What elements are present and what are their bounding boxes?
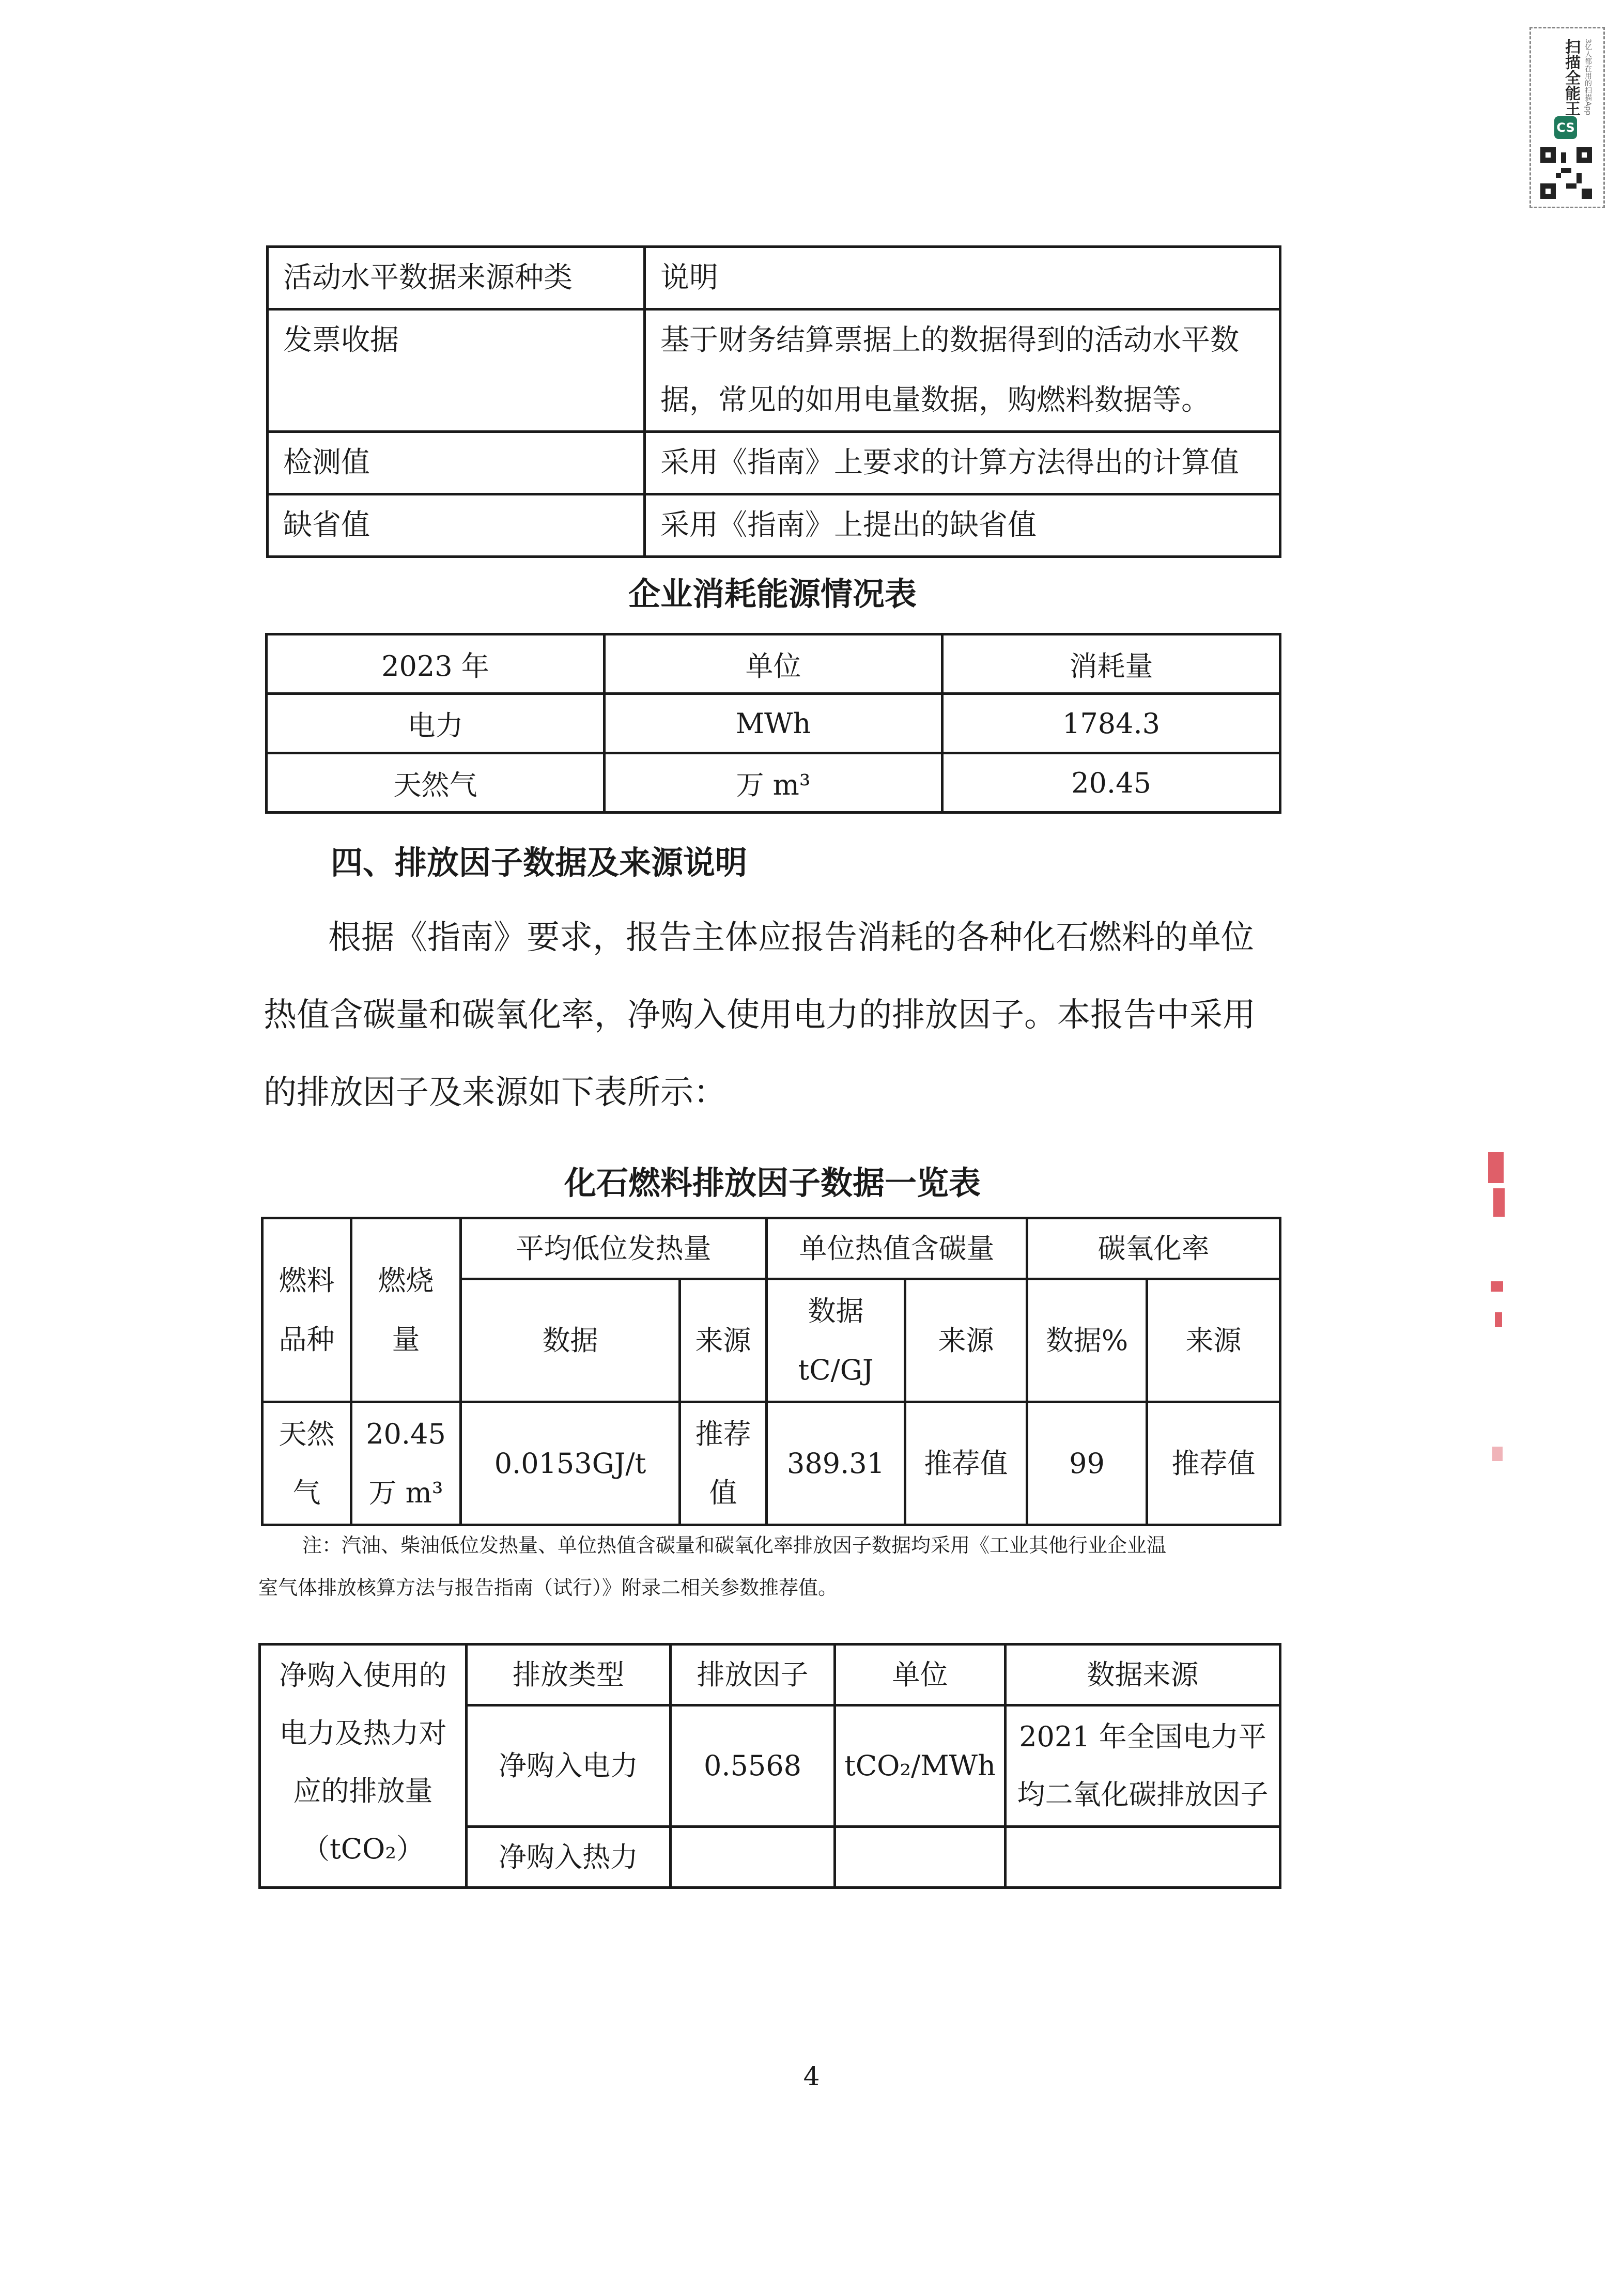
fuel-table-title: 化石燃料排放因子数据一览表 bbox=[564, 1164, 981, 1202]
note-line: 室气体排放核算方法与报告指南（试行）》附录二相关参数推荐值。 bbox=[258, 1576, 838, 1599]
table-row bbox=[267, 753, 1280, 813]
cell-line: （tCO₂） bbox=[302, 1833, 424, 1865]
table-row bbox=[268, 309, 1280, 432]
section-heading: 四、排放因子数据及来源说明 bbox=[331, 844, 748, 881]
sub-header-cell bbox=[767, 1279, 905, 1402]
activity-source-table bbox=[266, 245, 1281, 558]
data-source-cell bbox=[1006, 1827, 1280, 1888]
header-line: 量 bbox=[392, 1323, 420, 1356]
table-row bbox=[262, 1402, 1280, 1525]
header-line: 品种 bbox=[279, 1323, 335, 1356]
sub-header-cell: 来源 bbox=[1147, 1279, 1280, 1402]
header-cell: 活动水平数据来源种类 bbox=[268, 247, 645, 309]
header-cell: 排放因子 bbox=[671, 1645, 835, 1705]
header-cell: 单位 bbox=[835, 1645, 1006, 1705]
table-header-row bbox=[260, 1645, 1280, 1705]
source-type-cell: 检测值 bbox=[268, 432, 645, 494]
emission-factor-cell: 0.5568 bbox=[671, 1705, 835, 1827]
emission-unit-cell: tCO₂/MWh bbox=[835, 1705, 1006, 1827]
table-row bbox=[267, 694, 1280, 753]
emission-type-cell: 净购入电力 bbox=[467, 1705, 671, 1827]
scanner-watermark bbox=[1529, 27, 1605, 208]
source-desc-cell: 采用《指南》上提出的缺省值 bbox=[645, 494, 1280, 557]
emission-type-cell: 净购入热力 bbox=[467, 1827, 671, 1888]
purchased-power-table bbox=[258, 1643, 1281, 1889]
cell-line: 推荐 bbox=[695, 1417, 751, 1450]
header-cell: 单位 bbox=[605, 634, 942, 694]
note-line: 注：汽油、柴油低位发热量、单位热值含碳量和碳氧化率排放因子数据均采用《工业其他行业企业温 bbox=[302, 1534, 1167, 1557]
cell-line: 净购入使用的 bbox=[279, 1659, 447, 1692]
table-header-row bbox=[268, 247, 1280, 309]
scanner-app-name: 扫描全能王 bbox=[1562, 39, 1580, 116]
heat-value-cell: 0.0153GJ/t bbox=[461, 1402, 680, 1525]
scanner-tagline: 3亿人都在用的扫描App bbox=[1584, 39, 1592, 116]
source-desc-cell: 采用《指南》上要求的计算方法得出的计算值 bbox=[645, 432, 1280, 494]
data-source-cell bbox=[1006, 1705, 1280, 1827]
source-type-cell: 发票收据 bbox=[268, 309, 645, 432]
sub-header-cell: 数据 bbox=[461, 1279, 680, 1402]
sub-header-cell: 来源 bbox=[905, 1279, 1027, 1402]
qr-code-icon bbox=[1540, 147, 1592, 199]
energy-amount-cell: 1784.3 bbox=[942, 694, 1280, 753]
sub-header-cell: 来源 bbox=[680, 1279, 767, 1402]
cell-line: 2021 年全国电力平 bbox=[1019, 1720, 1266, 1753]
fuel-factor-table bbox=[261, 1217, 1281, 1526]
page-number: 4 bbox=[803, 2061, 820, 2091]
oxidation-source-cell: 推荐值 bbox=[1147, 1402, 1280, 1525]
desc-line: 基于财务结算票据上的数据得到的活动水平数 bbox=[660, 323, 1239, 357]
header-cell: 说明 bbox=[645, 247, 1280, 309]
cell-line: 天然 bbox=[279, 1417, 335, 1450]
emission-unit-cell bbox=[835, 1827, 1006, 1888]
header-cell: 数据来源 bbox=[1006, 1645, 1280, 1705]
oxidation-group-header: 碳氧化率 bbox=[1027, 1218, 1280, 1279]
section-paragraph bbox=[264, 899, 1292, 1131]
cell-line: 应的排放量 bbox=[293, 1775, 433, 1807]
fuel-name-cell bbox=[262, 1402, 351, 1525]
energy-unit-cell: 万 m³ bbox=[605, 753, 942, 813]
energy-unit-cell: MWh bbox=[605, 694, 942, 753]
table-row bbox=[268, 432, 1280, 494]
fuel-type-header bbox=[262, 1218, 351, 1402]
carbon-content-group-header: 单位热值含碳量 bbox=[767, 1218, 1027, 1279]
source-type-cell: 缺省值 bbox=[268, 494, 645, 557]
cell-line: 万 m³ bbox=[368, 1476, 443, 1509]
energy-name-cell: 天然气 bbox=[267, 753, 605, 813]
paragraph-line: 的排放因子及来源如下表所示： bbox=[264, 1074, 727, 1112]
header-line: 燃料 bbox=[279, 1264, 335, 1297]
cell-line: 气 bbox=[292, 1476, 321, 1509]
table-note bbox=[258, 1524, 1292, 1609]
header-line: 数据 bbox=[808, 1294, 864, 1327]
energy-consumption-table bbox=[265, 633, 1281, 814]
heat-value-group-header: 平均低位发热量 bbox=[461, 1218, 767, 1279]
header-cell: 消耗量 bbox=[942, 634, 1280, 694]
header-line: tC/GJ bbox=[798, 1353, 874, 1386]
cell-line: 电力及热力对 bbox=[279, 1717, 447, 1749]
heat-source-cell bbox=[680, 1402, 767, 1525]
source-desc-cell bbox=[645, 309, 1280, 432]
header-cell: 2023 年 bbox=[267, 634, 605, 694]
desc-line: 据，常见的如用电量数据，购燃料数据等。 bbox=[660, 383, 1210, 417]
cell-line: 值 bbox=[709, 1476, 737, 1509]
sub-header-cell: 数据% bbox=[1027, 1279, 1147, 1402]
burn-amount-header bbox=[351, 1218, 461, 1402]
header-line: 燃烧 bbox=[378, 1264, 434, 1297]
oxidation-value-cell: 99 bbox=[1027, 1402, 1147, 1525]
energy-name-cell: 电力 bbox=[267, 694, 605, 753]
burn-amount-cell bbox=[351, 1402, 461, 1525]
emission-label-cell bbox=[260, 1645, 467, 1888]
paragraph-line: 热值含碳量和碳氧化率，净购入使用电力的排放因子。本报告中采用 bbox=[264, 996, 1256, 1034]
cs-logo-icon: CS bbox=[1554, 116, 1577, 139]
carbon-source-cell: 推荐值 bbox=[905, 1402, 1027, 1525]
header-cell: 排放类型 bbox=[467, 1645, 671, 1705]
cell-line: 20.45 bbox=[366, 1417, 446, 1450]
table-row bbox=[268, 494, 1280, 557]
cell-line: 均二氧化碳排放因子 bbox=[1017, 1778, 1269, 1811]
energy-amount-cell: 20.45 bbox=[942, 753, 1280, 813]
energy-table-title: 企业消耗能源情况表 bbox=[628, 575, 917, 613]
table-header-row bbox=[267, 634, 1280, 694]
emission-factor-cell bbox=[671, 1827, 835, 1888]
table-header-row bbox=[262, 1218, 1280, 1279]
carbon-value-cell: 389.31 bbox=[767, 1402, 905, 1525]
paragraph-line: 根据《指南》要求，报告主体应报告消耗的各种化石燃料的单位 bbox=[328, 919, 1254, 957]
